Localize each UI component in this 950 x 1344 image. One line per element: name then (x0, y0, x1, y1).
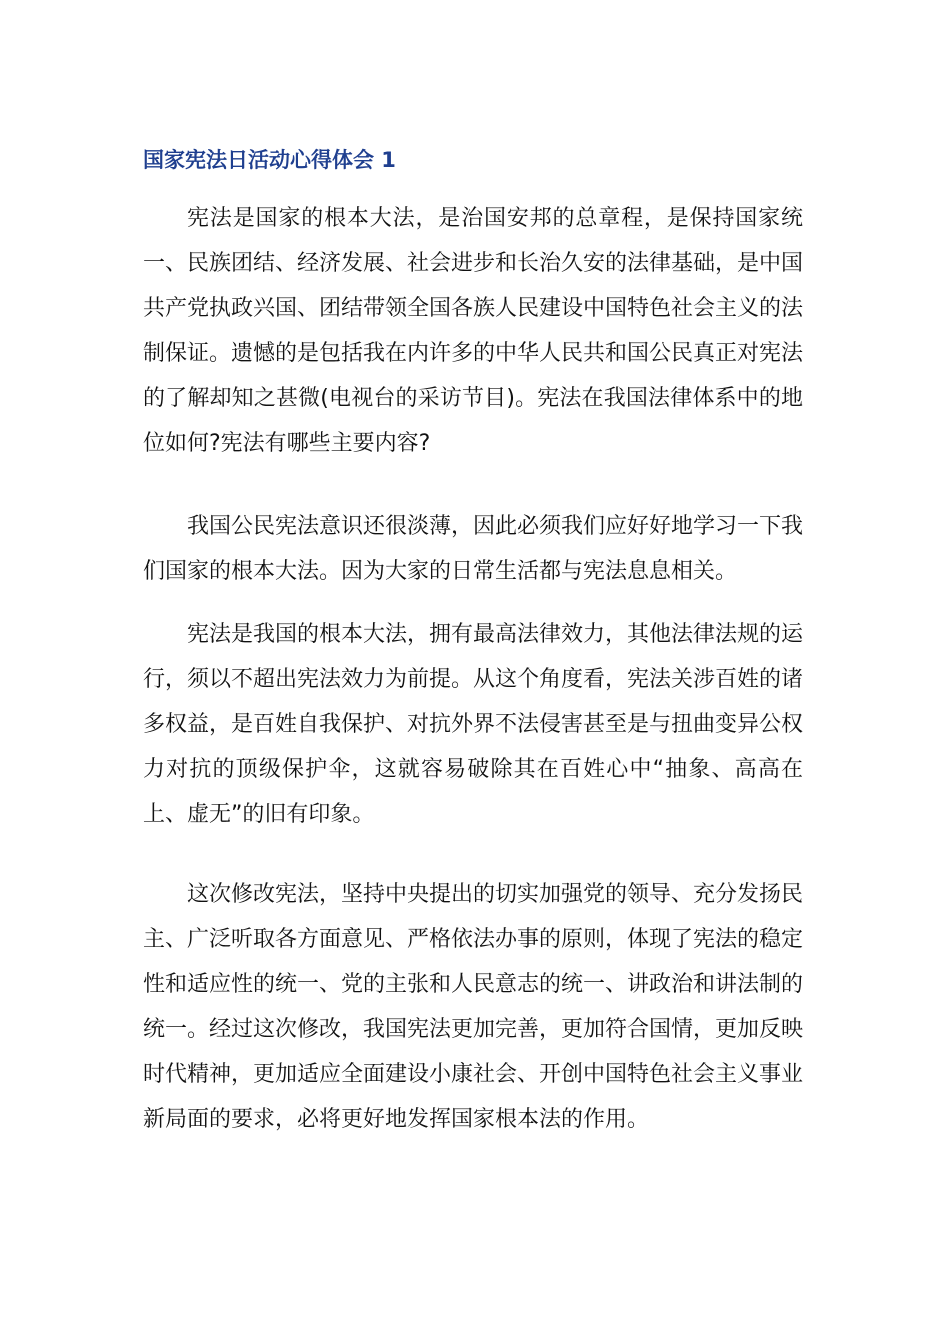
paragraph-3: 宪法是我国的根本大法，拥有最高法律效力，其他法律法规的运行，须以不超出宪法效力为前提。从这个角度看，宪法关涉百姓的诸多权益，是百姓自我保护、对抗外界不法侵害甚至是与扭曲变异公权力对抗的顶级保护伞，这就容易破除其在百姓心中“抽象、高高在上、虚无”的旧有印象。 (143, 622, 804, 827)
paragraph-1: 宪法是国家的根本大法，是治国安邦的总章程，是保持国家统一、民族团结、经济发展、社会进步和长治久安的法律基础，是中国共产党执政兴国、团结带领全国各族人民建设中国特色社会主义的法制保证。遗憾的是包括我在内许多的中华人民共和国公民真正对宪法的了解却知之甚微(电视台的采访节目)。宪法在我国法律体系中的地位如何?宪法有哪些主要内容? (143, 206, 804, 456)
document-title: 国家宪法日活动心得体会 1 (143, 148, 396, 172)
paragraph-4: 这次修改宪法，坚持中央提出的切实加强党的领导、充分发扬民主、广泛听取各方面意见、严格依法办事的原则，体现了宪法的稳定性和适应性的统一、党的主张和人民意志的统一、讲政治和讲法制的统一。经过这次修改，我国宪法更加完善，更加符合国情，更加反映时代精神，更加适应全面建设小康社会、开创中国特色社会主义事业新局面的要求，必将更好地发挥国家根本法的作用。 (143, 882, 804, 1132)
paragraph-2: 我国公民宪法意识还很淡薄，因此必须我们应好好地学习一下我们国家的根本大法。因为大家的日常生活都与宪法息息相关。 (143, 514, 804, 584)
